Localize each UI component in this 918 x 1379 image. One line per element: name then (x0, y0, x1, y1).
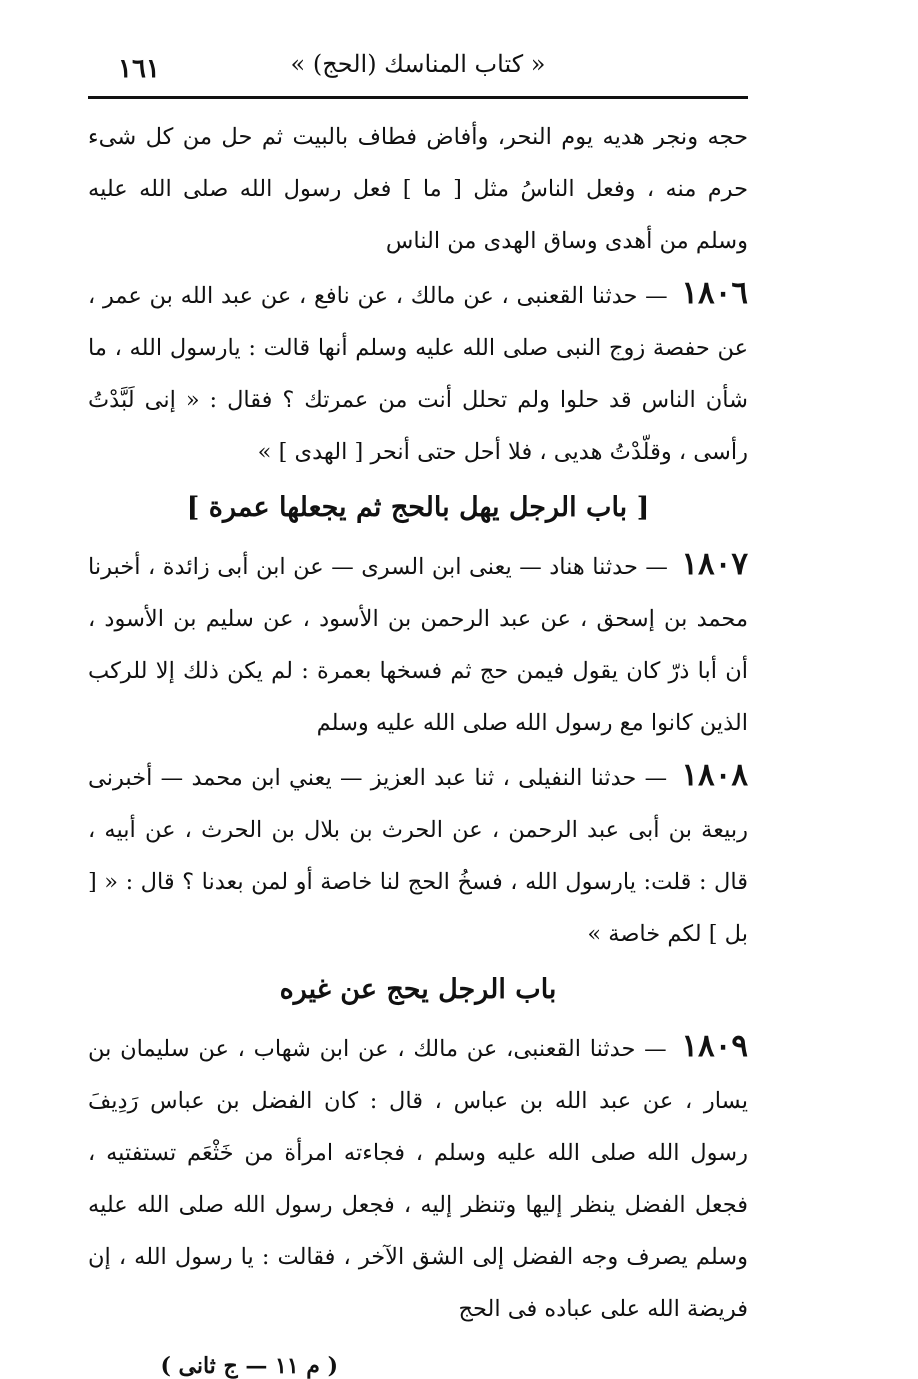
paragraph-text: حجه ونجر هديه يوم النحر، وأفاض فطاف بالبيت ثم حل من كل شىء حرم منه ، وفعل الناسُ مثل [ ما ] فعل رسول الله صلى الله عليه وسلم من أهدى وساق الهدى من الناس (88, 124, 748, 254)
hadith-number: ١٨٠٧ (681, 546, 748, 582)
book-page (88, 40, 749, 1379)
hadith-text: — حدثنا النفيلى ، ثنا عبد العزيز — يعني ابن محمد — أخبرنى ربيعة بن أبى عبد الرحمن ، عن الحرث بن بلال بن الحرث ، عن أبيه ، قال : قلت: يارسول الله ، فسخُ الحج لنا خاصة أو لمن بعدنا ؟ قال : « [ بل ] لكم خاصة » (88, 765, 748, 947)
hadith-1806 (88, 267, 748, 478)
hadith-number: ١٨٠٨ (681, 757, 748, 793)
hadith-1807 (88, 538, 748, 749)
hadith-text: — حدثنا القعنبى ، عن مالك ، عن نافع ، عن عبد الله بن عمر ، عن حفصة زوج النبى صلى الله عليه وسلم أنها قالت : يارسول الله ، ما شأن الناس قد حلوا ولم تحلل أنت من عمرتك ؟ فقال : « إنى لَبَّدْتُ رأسى ، وقلّدْتُ هديى ، فلا أحل حتى أنحر [ الهدى ] » (88, 283, 748, 465)
page-header (88, 40, 748, 99)
running-head: « كتاب المناسك (الحج) » (290, 50, 546, 78)
hadith-1809 (88, 1020, 748, 1335)
chapter-heading: [ باب الرجل يهل بالحج ثم يجعلها عمرة ] (186, 492, 650, 523)
page-body (88, 111, 748, 1335)
hadith-text: — حدثنا القعنبى، عن مالك ، عن ابن شهاب ، عن سليمان بن يسار ، عن عبد الله بن عباس ، قال : كان الفضل بن عباس رَدِيفَ رسول الله صلى الله عليه وسلم ، فجاءته امرأة من خَثْعَم تستفتيه ، فجعل الفضل ينظر إليها وتنظر إليه ، فجعل رسول الله صلى الله عليه وسلم يصرف وجه الفضل إلى الشق الآخر ، فقالت : يا رسول الله ، إن فريضة الله على عباده فى الحج (88, 1036, 748, 1322)
hadith-1808 (88, 749, 748, 960)
hadith-number: ١٨٠٩ (681, 1028, 749, 1064)
signature-mark: ( م ١١ — ج ثانى ) (160, 1353, 338, 1379)
paragraph-continuation (88, 111, 748, 267)
chapter-heading: باب الرجل يحج عن غيره (279, 974, 557, 1005)
page-number: ١٦١ (118, 54, 160, 84)
hadith-number: ١٨٠٦ (681, 275, 748, 311)
hadith-text: — حدثنا هناد — يعنى ابن السرى — عن ابن أبى زائدة ، أخبرنا محمد بن إسحق ، عن عبد الرحمن بن الأسود ، عن سليم بن الأسود ، أن أبا ذرّ كان يقول فيمن حج ثم فسخها بعمرة : لم يكن ذلك إلا للركب الذين كانوا مع رسول الله صلى الله عليه وسلم (88, 554, 748, 736)
